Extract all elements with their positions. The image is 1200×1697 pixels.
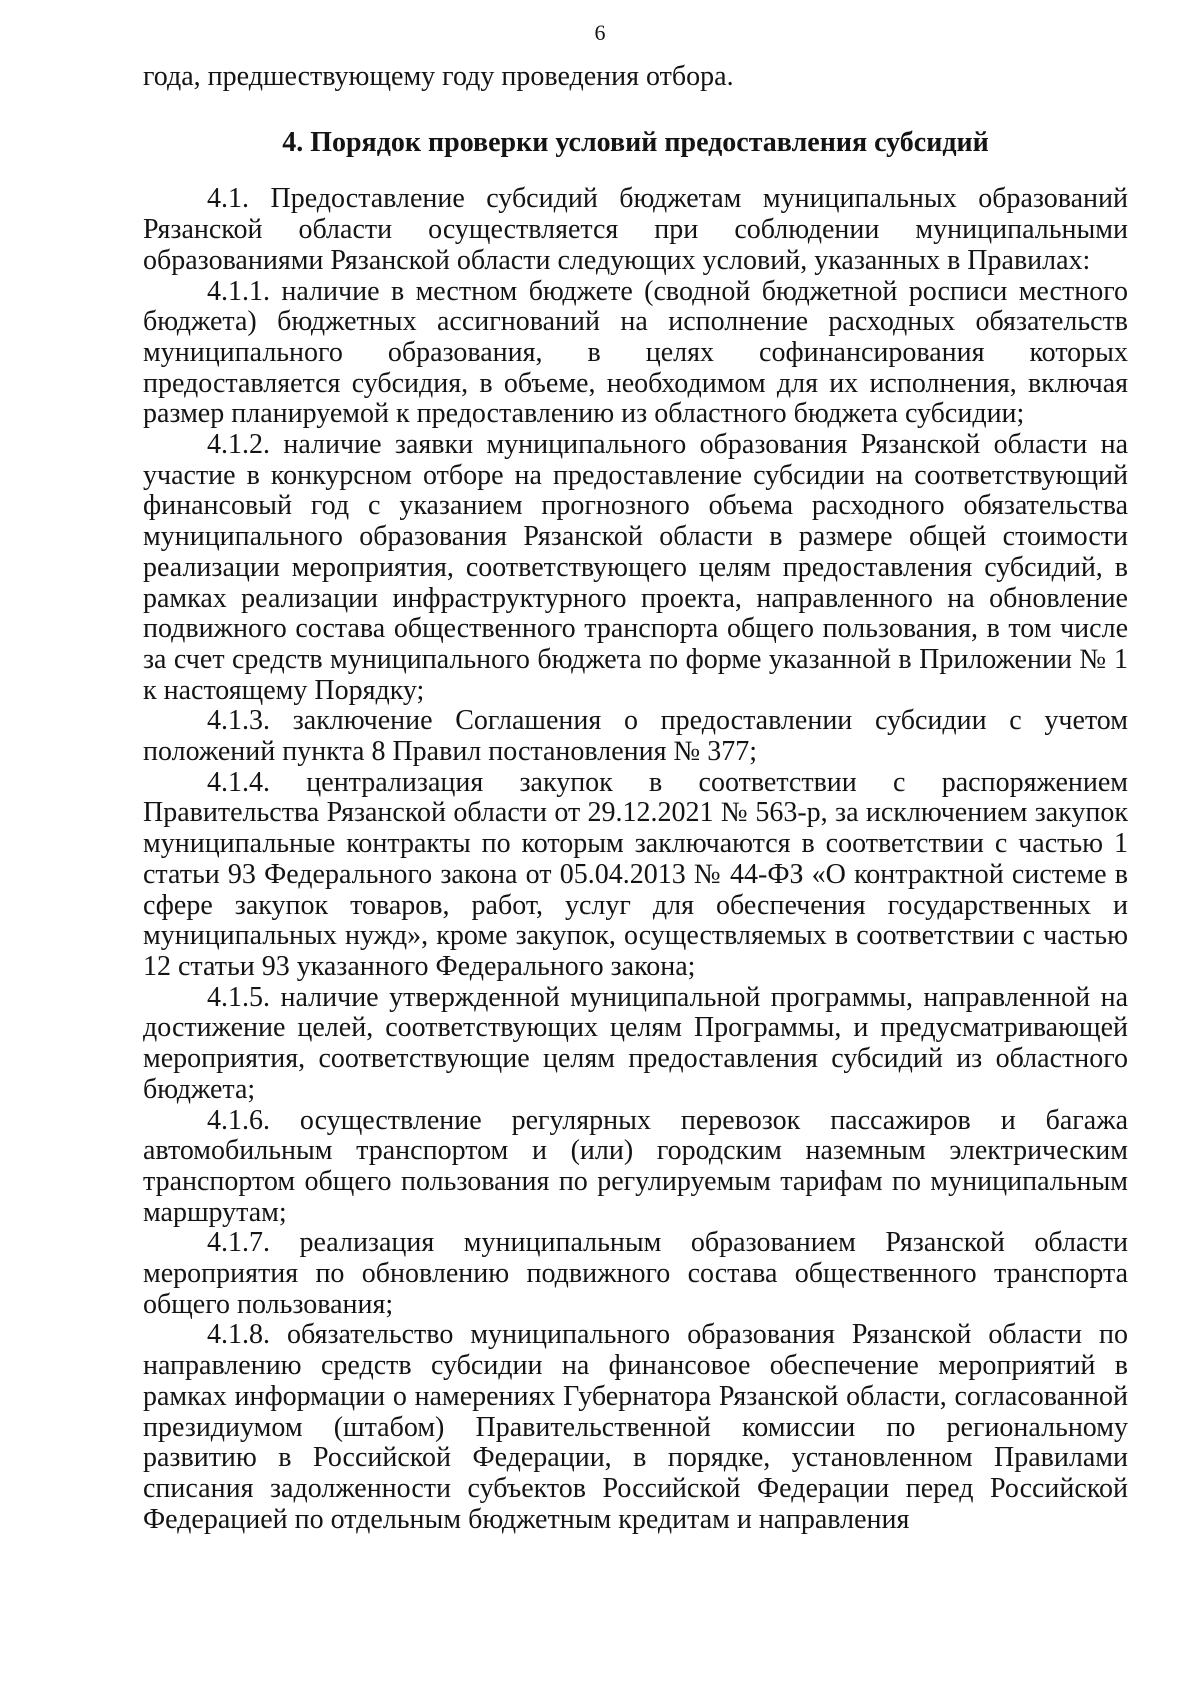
paragraph-4-1: 4.1. Предоставление субсидий бюджетам муниципальных образований Рязанской области осуществляется при соблюдении муниципальными образованиями Рязанской области следующих условий, указанных в Правилах: [143,183,1128,276]
section-heading: 4. Порядок проверки условий предоставления субсидий [282,126,989,158]
document-body [143,62,1128,1535]
paragraph-4-1-6: 4.1.6. осуществление регулярных перевозок пассажиров и багажа автомобильным транспортом и (или) городским наземным электрическим транспортом общего пользования по регулируемым тарифам по муниципальным маршрутам; [143,1104,1128,1228]
paragraph-4-1-7: 4.1.7. реализация муниципальным образованием Рязанской области мероприятия по обновлению подвижного состава общественного транспорта общего пользования; [143,1227,1128,1320]
lead-line: года, предшествующему году проведения отбора. [143,61,734,92]
paragraph-4-1-3: 4.1.3. заключение Соглашения о предоставлении субсидии с учетом положений пункта 8 Правил постановления № 377; [143,705,1128,768]
paragraph-4-1-4: 4.1.4. централизация закупок в соответствии с распоряжением Правительства Рязанской области от 29.12.2021 № 563-р, за исключением закупок муниципальные контракты по которым заключаются в соответствии с частью 1 статьи 93 Федерального закона от 05.04.2013 № 44-ФЗ «О контрактной системе в сфере закупок товаров, работ, услуг для обеспечения государственных и муниципальных нужд», кроме закупок, осуществляемых в соответствии с частью 12 статьи 93 указанного Федерального закона; [143,766,1128,982]
paragraph-4-1-8: 4.1.8. обязательство муниципального образования Рязанской области по направлению средств субсидии на финансовое обеспечение мероприятий в рамках информации о намерениях Губернатора Рязанской области, согласованной президиумом (штабом) Правительственной комиссии по региональному развитию в Российской Федерации, в порядке, установленном Правилами списания задолженности субъектов Российской Федерации перед Российской Федерацией по отдельным бюджетным кредитам и направления [143,1319,1128,1535]
paragraph-4-1-1: 4.1.1. наличие в местном бюджете (сводной бюджетной росписи местного бюджета) бюджетных ассигнований на исполнение расходных обязательств муниципального образования, в целях софинансирования которых предоставляется субсидия, в объеме, необходимом для их исполнения, включая размер планируемой к предоставлению из областного бюджета субсидии; [143,275,1128,430]
page-number: 6 [594,20,606,45]
paragraph-4-1-5: 4.1.5. наличие утвержденной муниципальной программы, направленной на достижение целей, соответствующих целям Программы, и предусматривающей мероприятия, соответствующие целям предоставления субсидий из областного бюджета; [143,981,1128,1105]
paragraph-4-1-2: 4.1.2. наличие заявки муниципального образования Рязанской области на участие в конкурсном отборе на предоставление субсидии на соответствующий финансовый год с указанием прогнозного объема расходного обязательства муниципального образования Рязанской области в размере общей стоимости реализации мероприятия, соответствующего целям предоставления субсидий, в рамках реализации инфраструктурного проекта, направленного на обновление подвижного состава общественного транспорта общего пользования, в том числе за счет средств муниципального бюджета по форме указанной в Приложении № 1 к настоящему Порядку; [143,429,1128,706]
